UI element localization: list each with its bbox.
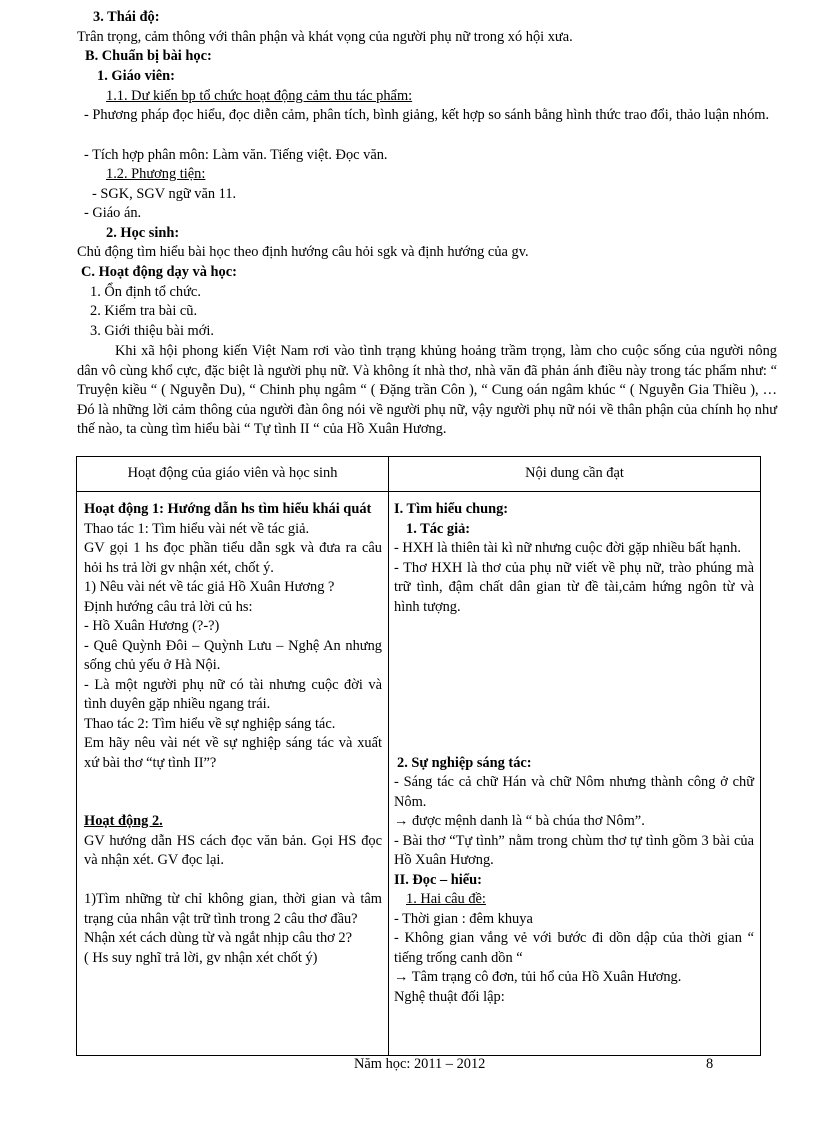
question4: Nhận xét cách dùng từ và ngắt nhịp câu thơ 2? bbox=[84, 930, 352, 946]
author-heading: 1. Tác giả: bbox=[406, 520, 471, 537]
question3: 1)Tìm những từ chỉ không gian, thời gian và tâm trạng của nhân vật trữ tình trong 2 câu thơ đầu? bbox=[84, 891, 382, 927]
attitude-heading: 3. Thái độ: bbox=[93, 9, 160, 25]
table-body-row bbox=[77, 492, 761, 1056]
header-right: Nội dung cần đạt bbox=[389, 457, 761, 492]
career-point: - Sáng tác cả chữ Hán và chữ Nôm nhưng thành công ở chữ Nôm. bbox=[394, 774, 754, 810]
teacher-heading: 1. Giáo viên: bbox=[97, 68, 175, 84]
question2: Em hãy nêu vài nét về sự nghiệp sáng tác và xuất xứ bài thơ “tự tình II”? bbox=[84, 735, 382, 771]
means-item: - Giáo án. bbox=[84, 205, 142, 221]
question1: 1) Nêu vài nét về tác giả Hồ Xuân Hương ? bbox=[84, 579, 335, 595]
art-point: Nghệ thuật đối lập: bbox=[394, 988, 505, 1005]
author-point: - HXH là thiên tài kì nữ nhưng cuộc đời gặp nhiều bất hạnh. bbox=[394, 540, 741, 556]
note: ( Hs suy nghĩ trả lời, gv nhận xét chốt ý) bbox=[84, 949, 318, 966]
section2-title: II. Đọc – hiểu: bbox=[394, 871, 482, 888]
header-left: Hoạt động của giáo viên và học sinh bbox=[77, 457, 389, 492]
career-heading: 2. Sự nghiệp sáng tác: bbox=[397, 754, 532, 771]
content-column bbox=[389, 492, 761, 1056]
answer1: - Hồ Xuân Hương (?-?) bbox=[84, 618, 220, 634]
step-item: 1. Ổn định tổ chức. bbox=[90, 284, 201, 300]
teacher-student-column bbox=[77, 492, 389, 1056]
table-header-row bbox=[77, 457, 761, 492]
prep-heading: B. Chuẩn bị bài học: bbox=[85, 48, 212, 64]
career-point: - Bài thơ “Tự tình” nằm trong chùm thơ tự tình gồm 3 bài của Hồ Xuân Hương. bbox=[394, 832, 754, 868]
time-point: - Thời gian : đêm khuya bbox=[394, 910, 533, 927]
space-point: - Không gian vắng vẻ với bước đi dồn dập của thời gian “ tiếng trống canh dồn “ bbox=[394, 930, 754, 966]
means-heading: 1.2. Phương tiện: bbox=[106, 166, 206, 182]
mood-point: → Tâm trạng cô đơn, tủi hổ của Hồ Xuân Hương. bbox=[394, 969, 682, 985]
activity1-title: Hoạt động 1: Hướng dẫn hs tìm hiểu khái quát bbox=[84, 501, 372, 517]
author-point: - Thơ HXH là thơ của phụ nữ viết về phụ nữ, trào phúng mà trữ tình, đậm chất dân gian từ đề tài,cảm hứng ngôn từ và hình tượng. bbox=[394, 559, 754, 615]
task1-desc: GV gọi 1 hs đọc phần tiểu dẫn sgk và đưa ra câu hỏi hs trả lời gv nhận xét, chốt ý. bbox=[84, 540, 382, 576]
career-point: → được mệnh danh là “ bà chúa thơ Nôm”. bbox=[394, 813, 645, 829]
attitude-text: Trân trọng, cảm thông với thân phận và khát vọng của người phụ nữ trong xó hội xưa. bbox=[77, 29, 573, 45]
guide: Định hướng câu trả lời củ hs: bbox=[84, 598, 253, 615]
task1: Thao tác 1: Tìm hiểu vài nét về tác giả. bbox=[84, 520, 310, 537]
plan-heading: 1.1. Dư kiến bp tổ chức hoạt động cảm thu tác phẩm: bbox=[106, 88, 413, 104]
page-number: 8 bbox=[706, 1056, 714, 1072]
activity2-title: Hoạt động 2. bbox=[84, 813, 163, 829]
task2: Thao tác 2: Tìm hiểu về sự nghiệp sáng tác. bbox=[84, 715, 336, 732]
lesson-table bbox=[76, 456, 761, 1056]
step-item: 2. Kiểm tra bài cũ. bbox=[90, 303, 198, 319]
couplet-heading: 1. Hai câu đề: bbox=[406, 891, 486, 907]
integration-text: - Tích hợp phân môn: Làm văn. Tiếng việt. Đọc văn. bbox=[84, 147, 388, 163]
section1-title: I. Tìm hiểu chung: bbox=[394, 501, 509, 517]
student-text: Chủ động tìm hiểu bài học theo định hướng câu hỏi sgk và định hướng của gv. bbox=[77, 244, 529, 260]
method-text: - Phương pháp đọc hiểu, đọc diễn cảm, phân tích, bình giảng, kết hợp so sánh bằng hình thức trao đổi, thảo luận nhóm. bbox=[84, 107, 770, 123]
means-item: - SGK, SGV ngữ văn 11. bbox=[92, 186, 237, 202]
activity2-desc: GV hướng dẫn HS cách đọc văn bản. Gọi HS đọc và nhận xét. GV đọc lại. bbox=[84, 832, 382, 868]
answer2: - Quê Quỳnh Đôi – Quỳnh Lưu – Nghệ An nhưng sống chủ yếu ở Hà Nội. bbox=[84, 637, 382, 673]
step-item: 3. Giới thiệu bài mới. bbox=[90, 323, 214, 339]
student-heading: 2. Học sinh: bbox=[106, 225, 180, 241]
answer3: - Là một người phụ nữ có tài nhưng cuộc đời và tình duyên gặp nhiều ngang trái. bbox=[84, 676, 382, 712]
activities-heading: C. Hoạt động dạy và học: bbox=[81, 264, 237, 280]
intro-paragraph: Khi xã hội phong kiến Việt Nam rơi vào tình trạng khủng hoảng trầm trọng, làm cho cuộc sống của người nông dân vô cùng khổ cực, đặc biệt là người phụ nữ. Và không ít nhà thơ, nhà văn đã phản ánh điều này trong tác phẩm như: “ Truyện kiều “ ( Nguyễn Du), “ Chinh phụ ngâm “ ( Đặng trần Côn ), “ Cung oán ngâm khúc “ ( Nguyễn Gia Thiều ), …Đó là những lời cảm thông của người đàn ông nói về người phụ nữ, vậy người phụ nữ nói về thân phận của chính họ như thế nào, ta cùng tìm hiểu bài “ Tự tình II “ của Hồ Xuân Hương. bbox=[77, 343, 777, 437]
school-year: Năm học: 2011 – 2012 bbox=[354, 1056, 486, 1072]
